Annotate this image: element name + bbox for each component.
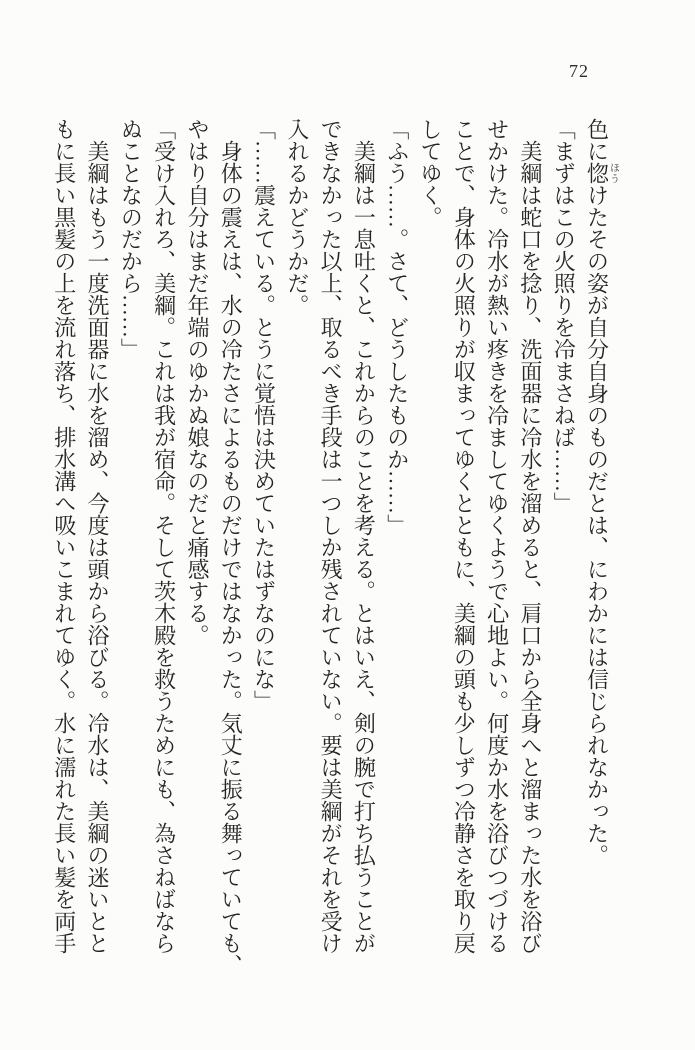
text-line: やはり自分はまだ年端のゆかぬ娘なのだと痛感する。 <box>184 118 210 646</box>
text-line: せかけた。冷水が熱い疼きを冷ましてゆくようで心地よい。何度か水を浴びつづける <box>484 118 510 954</box>
text-block <box>51 118 619 976</box>
text-line: 「……震えている。とうに覚悟は決めていたはずなのにな」 <box>251 118 277 712</box>
text-line: 「ふう……。さて、どうしたものか……」 <box>384 118 410 536</box>
text-line: ぬことなのだから……」 <box>118 118 144 360</box>
text-line: 「受け入れろ、美綱。これは我が宿命。そして茨木殿を救うためにも、為さねばなら <box>151 118 177 954</box>
furigana: ほう <box>607 162 619 184</box>
text-line: できなかった以上、取るべき手段は一つしか残されていない。要は美綱がそれを受け <box>318 118 344 954</box>
page-number: 72 <box>569 61 589 81</box>
text-line: 身体の震えは、水の冷たさによるものだけではなかった。気丈に振る舞っていても、 <box>218 140 244 976</box>
text-line: 「まずはこの火照りを冷まさねば……」 <box>551 118 577 514</box>
text-line: 美綱は蛇口を捻り、洗面器に冷水を溜めると、肩口から全身へと溜まった水を浴び <box>517 140 543 954</box>
text-line: もに長い黒髪の上を流れ落ち、排水溝へ吸いこまれてゆく。水に濡れた長い髪を両手 <box>51 118 77 954</box>
text-line: 美綱は一息吐くと、これからのことを考える。とはいえ、剣の腕で打ち払うことが <box>351 140 377 954</box>
text-line: 美綱はもう一度洗面器に水を溜め、今度は頭から浴びる。冷水は、美綱の迷いとと <box>85 140 111 954</box>
ruby-annotated-word: 惚ほう <box>584 162 619 184</box>
text-line: 入れるかどうかだ。 <box>284 118 310 316</box>
text-line: してゆく。 <box>418 118 444 228</box>
text-line: ことで、身体の火照りが収まってゆくとともに、美綱の頭も少しずつ冷静さを取り戻 <box>451 118 477 954</box>
text-line: 色に惚ほうけたその姿が自分自身のものだとは、にわかには信じられなかった。 <box>584 118 619 866</box>
